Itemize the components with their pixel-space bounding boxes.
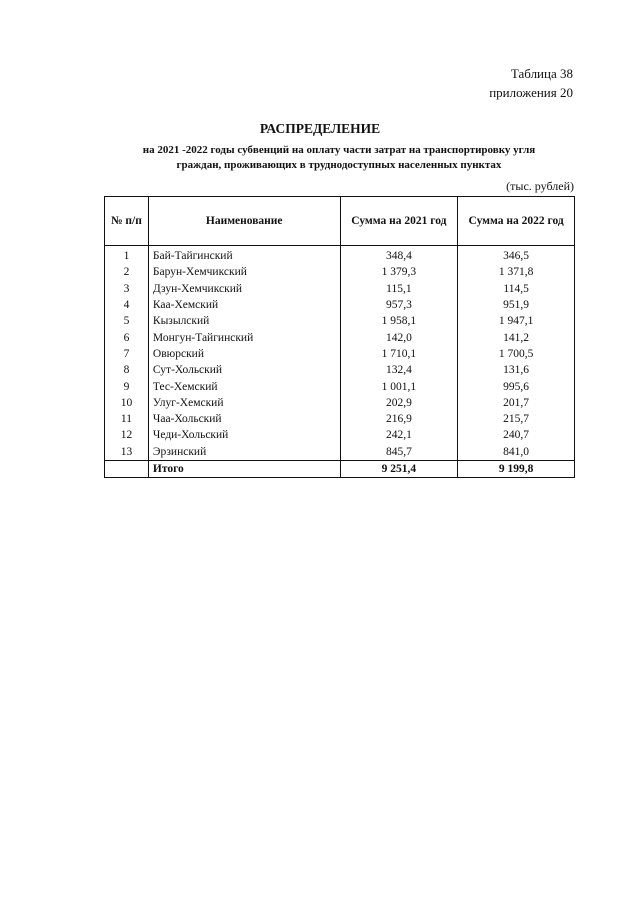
header-name: Наименование xyxy=(148,197,340,246)
header-sum-2021: Сумма на 2021 год xyxy=(340,197,458,246)
row-number: 3 xyxy=(105,281,149,297)
row-number: 9 xyxy=(105,378,149,394)
row-number: 12 xyxy=(105,427,149,443)
row-number: 4 xyxy=(105,297,149,313)
row-sum-2022: 841,0 xyxy=(458,444,575,461)
table-row xyxy=(105,444,575,461)
table-row xyxy=(105,281,575,297)
table-row xyxy=(105,346,575,362)
row-sum-2022: 114,5 xyxy=(458,281,575,297)
row-sum-2022: 201,7 xyxy=(458,395,575,411)
subtitle-line-2: граждан, проживающих в труднодоступных населенных пунктах xyxy=(176,159,502,171)
row-sum-2022: 346,5 xyxy=(458,246,575,265)
appendix-number: приложения 20 xyxy=(489,85,573,100)
row-name: Чаа-Хольский xyxy=(148,411,340,427)
table-header-row xyxy=(105,197,575,246)
row-sum-2022: 141,2 xyxy=(458,329,575,345)
header-sum-2022: Сумма на 2022 год xyxy=(458,197,575,246)
header-number: № п/п xyxy=(105,197,149,246)
row-sum-2022: 215,7 xyxy=(458,411,575,427)
subtitle-line-1: на 2021 -2022 годы субвенций на оплату части затрат на транспортировку угля xyxy=(142,144,536,156)
table-row xyxy=(105,411,575,427)
row-number: 13 xyxy=(105,444,149,461)
row-sum-2021: 348,4 xyxy=(340,246,458,265)
units-label: (тыс. рублей) xyxy=(506,179,574,193)
row-sum-2021: 1 958,1 xyxy=(340,313,458,329)
row-sum-2021: 132,4 xyxy=(340,362,458,378)
row-name: Сут-Хольский xyxy=(148,362,340,378)
distribution-table xyxy=(104,196,575,478)
total-row xyxy=(105,460,575,477)
table-row xyxy=(105,246,575,265)
row-name: Бай-Тайгинский xyxy=(148,246,340,265)
row-number: 2 xyxy=(105,264,149,280)
table-body xyxy=(105,246,575,478)
table-reference xyxy=(489,64,573,102)
row-name: Чеди-Хольский xyxy=(148,427,340,443)
row-name: Дзун-Хемчикский xyxy=(148,281,340,297)
total-label: Итого xyxy=(148,460,340,477)
row-number: 11 xyxy=(105,411,149,427)
row-sum-2022: 1 947,1 xyxy=(458,313,575,329)
total-sum-2021: 9 251,4 xyxy=(340,460,458,477)
document-subtitle xyxy=(104,143,574,173)
row-sum-2022: 1 371,8 xyxy=(458,264,575,280)
row-name: Овюрский xyxy=(148,346,340,362)
row-name: Монгун-Тайгинский xyxy=(148,329,340,345)
table-row xyxy=(105,427,575,443)
row-sum-2021: 1 001,1 xyxy=(340,378,458,394)
table-row xyxy=(105,395,575,411)
total-number xyxy=(105,460,149,477)
table-row xyxy=(105,297,575,313)
row-number: 5 xyxy=(105,313,149,329)
row-sum-2022: 1 700,5 xyxy=(458,346,575,362)
total-sum-2022: 9 199,8 xyxy=(458,460,575,477)
table-row xyxy=(105,329,575,345)
row-number: 6 xyxy=(105,329,149,345)
row-sum-2022: 240,7 xyxy=(458,427,575,443)
row-sum-2021: 1 379,3 xyxy=(340,264,458,280)
table-number: Таблица 38 xyxy=(510,66,573,81)
row-name: Барун-Хемчикский xyxy=(148,264,340,280)
row-sum-2021: 202,9 xyxy=(340,395,458,411)
row-name: Кызылский xyxy=(148,313,340,329)
row-number: 7 xyxy=(105,346,149,362)
row-number: 1 xyxy=(105,246,149,265)
row-sum-2022: 131,6 xyxy=(458,362,575,378)
table-row xyxy=(105,378,575,394)
row-sum-2021: 1 710,1 xyxy=(340,346,458,362)
row-number: 8 xyxy=(105,362,149,378)
row-number: 10 xyxy=(105,395,149,411)
row-sum-2021: 115,1 xyxy=(340,281,458,297)
row-name: Улуг-Хемский xyxy=(148,395,340,411)
row-sum-2021: 845,7 xyxy=(340,444,458,461)
table-row xyxy=(105,264,575,280)
row-sum-2021: 957,3 xyxy=(340,297,458,313)
row-sum-2021: 242,1 xyxy=(340,427,458,443)
row-sum-2021: 142,0 xyxy=(340,329,458,345)
document-title: РАСПРЕДЕЛЕНИЕ xyxy=(259,121,381,136)
row-sum-2022: 995,6 xyxy=(458,378,575,394)
row-sum-2022: 951,9 xyxy=(458,297,575,313)
row-name: Каа-Хемский xyxy=(148,297,340,313)
row-name: Тес-Хемский xyxy=(148,378,340,394)
table-row xyxy=(105,313,575,329)
table-row xyxy=(105,362,575,378)
row-name: Эрзинский xyxy=(148,444,340,461)
row-sum-2021: 216,9 xyxy=(340,411,458,427)
